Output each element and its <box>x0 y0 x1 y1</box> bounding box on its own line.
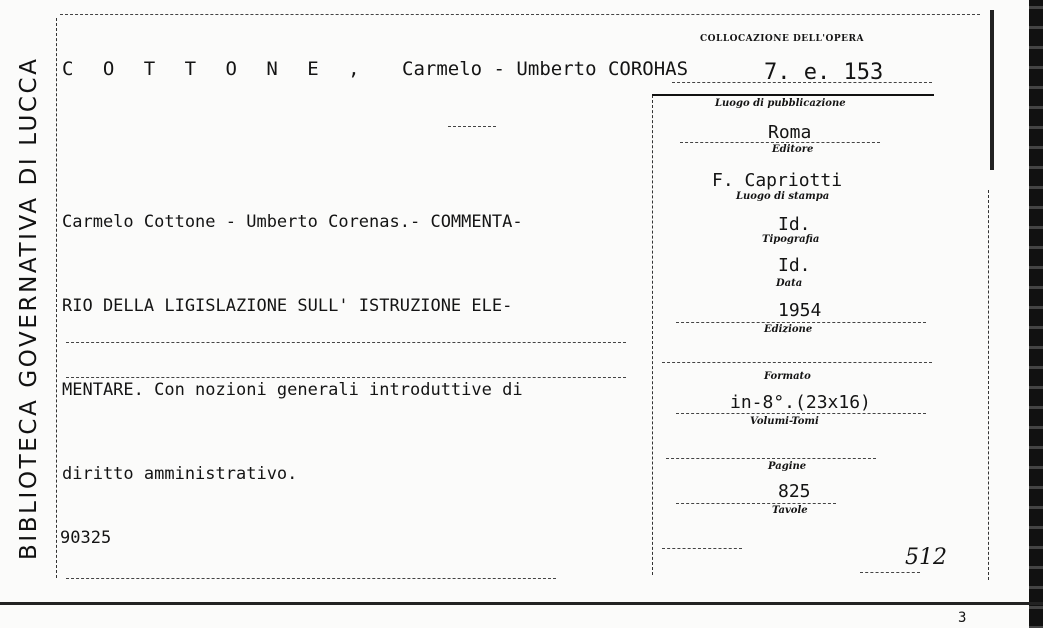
card-edge-shadow <box>1029 0 1043 628</box>
description-line: diritto amministrativo. <box>62 464 298 484</box>
description-line: MENTARE. Con nozioni generali introduttive di <box>62 380 523 400</box>
field-rule <box>680 142 880 143</box>
edizione-label: Edizione <box>764 324 813 335</box>
field-rule <box>860 572 920 573</box>
luogo-pubblicazione-label: Luogo di pubblicazione <box>715 98 846 109</box>
field-rule <box>666 458 876 459</box>
formato-value: in-8°.(23x16) <box>730 392 871 413</box>
column-top-rule <box>652 94 934 96</box>
data-value: 1954 <box>778 300 822 321</box>
field-rule <box>676 413 926 414</box>
author-heading <box>62 58 688 80</box>
tavole-label: Tavole <box>772 505 808 516</box>
field-rule <box>676 503 836 504</box>
library-stamp: BIBLIOTECA GOVERNATIVA DI LUCCA <box>16 56 42 560</box>
data-label: Data <box>776 278 803 289</box>
luogo-pubblicazione-value: Roma <box>768 122 812 143</box>
luogo-stampa-label: Luogo di stampa <box>736 191 830 202</box>
pagine-value: 825 <box>778 481 811 502</box>
description-line: RIO DELLA LIGISLAZIONE SULL' ISTRUZIONE ELE- <box>62 296 513 316</box>
ruled-line <box>66 377 626 378</box>
author-surname: C O T T O N E , <box>62 58 369 80</box>
description-line: Carmelo Cottone - Umberto Corenas.- COMMENTA- <box>62 212 523 232</box>
ruled-line <box>66 578 556 579</box>
field-rule <box>662 362 932 363</box>
corner-mark: 3 <box>958 610 967 626</box>
ruled-line <box>66 342 626 343</box>
luogo-stampa-value: Id. <box>778 214 811 235</box>
author-names: Carmelo - Umberto COROHAS <box>402 58 689 80</box>
top-rule <box>60 14 980 15</box>
right-margin-rule <box>988 190 989 580</box>
collocazione-header: COLLOCAZIONE DELL'OPERA <box>700 34 864 44</box>
shelfmark-underline <box>672 82 932 83</box>
pagine-label: Pagine <box>768 461 807 472</box>
shelfmark: 7. e. 153 <box>764 60 884 85</box>
left-margin-rule <box>56 18 57 578</box>
description-block <box>62 152 652 544</box>
field-rule <box>676 322 926 323</box>
editore-label: Editore <box>772 144 814 155</box>
tipografia-value: Id. <box>778 255 811 276</box>
field-rule <box>662 548 742 549</box>
card-edge-mark <box>990 10 994 170</box>
tipografia-label: Tipografia <box>762 234 820 245</box>
handwritten-note: 512 <box>905 545 947 570</box>
editore-value: F. Capriotti <box>712 170 843 191</box>
inventory-number: 90325 <box>60 528 112 548</box>
formato-label: Formato <box>764 371 811 382</box>
heading-dash <box>448 126 496 127</box>
volumi-label: Volumi-Tomi <box>750 416 819 427</box>
card-bottom-edge <box>0 602 1043 605</box>
column-divider-rule <box>652 95 653 575</box>
